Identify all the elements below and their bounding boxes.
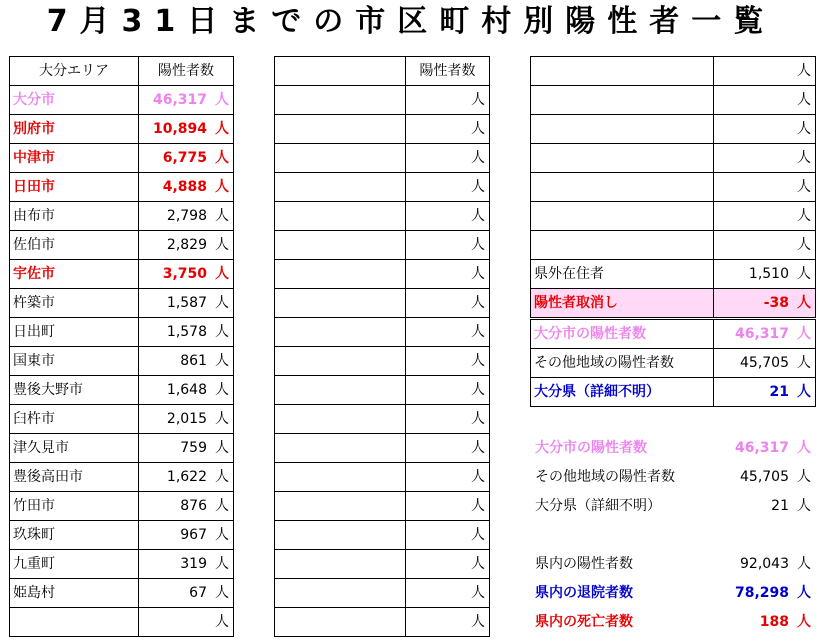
area-count <box>406 260 490 289</box>
area-name <box>275 202 406 231</box>
unit-label: 人 <box>471 382 485 398</box>
area-count <box>714 349 816 378</box>
area-name <box>275 492 406 521</box>
area-name <box>275 289 406 318</box>
summary-label: 大分県（詳細不明） <box>535 498 661 514</box>
area-name: 由布市 <box>10 202 139 231</box>
table-row <box>275 608 490 637</box>
area-name <box>275 115 406 144</box>
area-name: 日出町 <box>10 318 139 347</box>
table-row <box>531 349 816 378</box>
area-count <box>714 378 816 407</box>
area-count <box>139 115 234 144</box>
table-row <box>10 260 234 289</box>
unit-label: 人 <box>471 440 485 456</box>
summary-label: 県内の死亡者数 <box>535 614 633 630</box>
area-count <box>406 115 490 144</box>
table-row <box>10 463 234 492</box>
summary-value: 78,298 <box>734 585 789 601</box>
header-area: 大分エリア <box>10 57 139 86</box>
unit-label: 人 <box>797 556 811 572</box>
summary-label: 県内の陽性者数 <box>535 556 633 572</box>
unit-label: 人 <box>215 324 229 340</box>
count-value: 46,317 <box>152 92 207 108</box>
area-table <box>9 56 234 637</box>
area-name: 杵築市 <box>10 289 139 318</box>
area-count <box>406 231 490 260</box>
table-row <box>531 319 816 349</box>
area-name <box>275 347 406 376</box>
area-count <box>139 347 234 376</box>
area-count <box>139 492 234 521</box>
count-value: 10,894 <box>152 121 207 137</box>
unit-label: 人 <box>215 469 229 485</box>
area-name: 県外在住者 <box>531 260 714 289</box>
summary-value-wrap <box>735 434 811 462</box>
area-count <box>406 289 490 318</box>
area-count <box>406 318 490 347</box>
area-count <box>406 492 490 521</box>
area-count <box>139 405 234 434</box>
area-name <box>275 521 406 550</box>
table-row <box>275 434 490 463</box>
area-count <box>139 521 234 550</box>
table-row <box>531 231 816 260</box>
unit-label: 人 <box>471 614 485 630</box>
area-count <box>406 521 490 550</box>
area-name <box>275 173 406 202</box>
table-row <box>10 202 234 231</box>
unit-label: 人 <box>215 527 229 543</box>
area-name <box>531 173 714 202</box>
count-value: 2,015 <box>166 411 207 427</box>
unit-label: 人 <box>797 208 811 224</box>
table-row <box>10 405 234 434</box>
count-value: 46,317 <box>734 326 789 342</box>
area-name <box>275 376 406 405</box>
table-row <box>10 289 234 318</box>
table-row <box>531 378 816 407</box>
area-count <box>406 202 490 231</box>
unit-label: 人 <box>471 585 485 601</box>
summary-value: 92,043 <box>740 556 789 572</box>
area-count <box>139 260 234 289</box>
unit-label: 人 <box>215 411 229 427</box>
area-name <box>275 579 406 608</box>
unit-label: 人 <box>215 353 229 369</box>
table-row <box>275 521 490 550</box>
unit-label: 人 <box>215 295 229 311</box>
unit-label: 人 <box>215 121 229 137</box>
unit-label: 人 <box>215 150 229 166</box>
table-row <box>275 260 490 289</box>
table-row <box>275 144 490 173</box>
summary-value: 45,705 <box>740 469 789 485</box>
page-title: 7月31日までの市区町村別陽性者一覧 <box>46 4 776 39</box>
area-count <box>714 260 816 289</box>
count-value: 1,587 <box>166 295 207 311</box>
unit-label: 人 <box>797 614 811 630</box>
summary-value: 21 <box>771 498 789 514</box>
summary-label: 大分市の陽性者数 <box>535 440 647 456</box>
summary-value: 188 <box>759 614 789 630</box>
summary-row <box>535 434 811 462</box>
unit-label: 人 <box>215 382 229 398</box>
area-name <box>531 202 714 231</box>
table-row <box>275 347 490 376</box>
area-count <box>139 376 234 405</box>
area-name <box>275 434 406 463</box>
right-table <box>530 56 816 407</box>
area-count <box>139 434 234 463</box>
table-row <box>275 318 490 347</box>
count-value: 1,510 <box>748 266 789 282</box>
unit-label: 人 <box>471 237 485 253</box>
table-row <box>10 521 234 550</box>
unit-label: 人 <box>797 384 811 400</box>
table-row <box>275 202 490 231</box>
area-name <box>531 231 714 260</box>
area-count <box>406 144 490 173</box>
table-row <box>10 347 234 376</box>
area-name: 中津市 <box>10 144 139 173</box>
unit-label: 人 <box>471 266 485 282</box>
count-value: -38 <box>763 295 789 311</box>
area-count <box>406 608 490 637</box>
count-value: 967 <box>180 527 207 543</box>
unit-label: 人 <box>797 585 811 601</box>
table-header-row <box>275 57 490 86</box>
unit-label: 人 <box>797 266 811 282</box>
table-row <box>10 608 234 637</box>
unit-label: 人 <box>797 469 811 485</box>
unit-label: 人 <box>797 121 811 137</box>
area-count <box>139 608 234 637</box>
unit-label: 人 <box>471 92 485 108</box>
table-row <box>10 231 234 260</box>
summary-value-wrap <box>735 579 811 607</box>
count-value: 1,648 <box>166 382 207 398</box>
area-name: 佐伯市 <box>10 231 139 260</box>
count-value: 6,775 <box>162 150 207 166</box>
area-count <box>406 173 490 202</box>
unit-label: 人 <box>471 498 485 514</box>
unit-label: 人 <box>797 326 811 342</box>
area-count <box>714 202 816 231</box>
area-count <box>139 231 234 260</box>
summary-row <box>535 608 811 636</box>
unit-label: 人 <box>215 92 229 108</box>
area-count <box>714 57 816 86</box>
area-name: 大分県（詳細不明） <box>531 378 714 407</box>
table-row <box>275 405 490 434</box>
area-name: 陽性者取消し <box>531 289 714 319</box>
table-row <box>10 115 234 144</box>
unit-label: 人 <box>471 179 485 195</box>
unit-label: 人 <box>797 440 811 456</box>
unit-label: 人 <box>215 440 229 456</box>
summary-value-wrap <box>740 550 811 578</box>
table-row <box>275 173 490 202</box>
table-row <box>10 434 234 463</box>
area-count <box>139 318 234 347</box>
count-value: 2,798 <box>166 208 207 224</box>
unit-label: 人 <box>471 295 485 311</box>
area-count <box>406 405 490 434</box>
summary-row <box>535 463 811 491</box>
area-count <box>139 202 234 231</box>
table-row <box>10 318 234 347</box>
area-count <box>139 173 234 202</box>
unit-label: 人 <box>471 208 485 224</box>
area-count <box>714 173 816 202</box>
table-row <box>531 115 816 144</box>
unit-label: 人 <box>471 353 485 369</box>
area-count <box>714 289 816 319</box>
area-name <box>275 144 406 173</box>
count-value: 861 <box>180 353 207 369</box>
table-row <box>10 550 234 579</box>
count-value: 67 <box>189 585 207 601</box>
area-name: 豊後大野市 <box>10 376 139 405</box>
table-row <box>275 86 490 115</box>
unit-label: 人 <box>471 527 485 543</box>
header-count: 陽性者数 <box>406 57 490 86</box>
area-name: 豊後高田市 <box>10 463 139 492</box>
summary-row <box>535 492 811 520</box>
area-name <box>531 57 714 86</box>
table-row <box>10 376 234 405</box>
table-row <box>10 144 234 173</box>
area-name: 別府市 <box>10 115 139 144</box>
unit-label: 人 <box>797 150 811 166</box>
area-count <box>406 86 490 115</box>
header-area <box>275 57 406 86</box>
unit-label: 人 <box>471 469 485 485</box>
area-name: 玖珠町 <box>10 521 139 550</box>
summary-value: 46,317 <box>734 440 789 456</box>
area-name <box>275 231 406 260</box>
table-row <box>531 260 816 289</box>
unit-label: 人 <box>797 179 811 195</box>
count-value: 21 <box>769 384 789 400</box>
area-count <box>139 289 234 318</box>
area-count <box>406 550 490 579</box>
area-count <box>714 144 816 173</box>
area-count <box>139 550 234 579</box>
unit-label: 人 <box>471 324 485 340</box>
area-count <box>139 144 234 173</box>
area-count <box>406 376 490 405</box>
count-value: 319 <box>180 556 207 572</box>
count-value: 4,888 <box>162 179 207 195</box>
unit-label: 人 <box>215 237 229 253</box>
area-name <box>275 260 406 289</box>
summary-label: その他地域の陽性者数 <box>535 469 675 485</box>
unit-label: 人 <box>215 614 229 630</box>
table-row <box>531 86 816 115</box>
area-name: 大分市の陽性者数 <box>531 319 714 349</box>
area-name: 大分市 <box>10 86 139 115</box>
unit-label: 人 <box>797 498 811 514</box>
area-name <box>275 318 406 347</box>
area-name <box>275 405 406 434</box>
unit-label: 人 <box>471 150 485 166</box>
summary-row <box>535 550 811 578</box>
area-count <box>714 115 816 144</box>
table-row <box>531 202 816 231</box>
table-row <box>10 86 234 115</box>
table-row <box>275 115 490 144</box>
area-name <box>10 608 139 637</box>
unit-label: 人 <box>471 411 485 427</box>
summary-row <box>535 579 811 607</box>
count-value: 3,750 <box>162 266 207 282</box>
area-count <box>406 579 490 608</box>
count-value: 759 <box>180 440 207 456</box>
count-value: 1,622 <box>166 469 207 485</box>
table-row <box>531 144 816 173</box>
area-count <box>139 463 234 492</box>
table-row <box>531 173 816 202</box>
area-name <box>531 144 714 173</box>
header-count: 陽性者数 <box>139 57 234 86</box>
area-name: 九重町 <box>10 550 139 579</box>
area-name <box>275 86 406 115</box>
summary-value-wrap <box>740 463 811 491</box>
area-name: 津久見市 <box>10 434 139 463</box>
area-name <box>531 115 714 144</box>
table-header-row <box>10 57 234 86</box>
table-row <box>10 173 234 202</box>
unit-label: 人 <box>797 92 811 108</box>
area-name <box>531 86 714 115</box>
count-value: 2,829 <box>166 237 207 253</box>
area-name <box>275 463 406 492</box>
area-name: 姫島村 <box>10 579 139 608</box>
count-value: 1,578 <box>166 324 207 340</box>
unit-label: 人 <box>215 208 229 224</box>
area-count <box>714 319 816 349</box>
count-value: 45,705 <box>740 355 789 371</box>
area-name <box>275 608 406 637</box>
table-row <box>10 579 234 608</box>
unit-label: 人 <box>797 295 811 311</box>
table-row <box>10 492 234 521</box>
summary-value-wrap <box>771 492 811 520</box>
table-row <box>275 376 490 405</box>
unit-label: 人 <box>797 237 811 253</box>
unit-label: 人 <box>797 355 811 371</box>
unit-label: 人 <box>215 266 229 282</box>
area-name: その他地域の陽性者数 <box>531 349 714 378</box>
area-name: 国東市 <box>10 347 139 376</box>
area-count <box>406 347 490 376</box>
area-count <box>714 86 816 115</box>
unit-label: 人 <box>215 179 229 195</box>
unit-label: 人 <box>797 63 811 79</box>
unit-label: 人 <box>215 585 229 601</box>
area-count <box>139 579 234 608</box>
area-count <box>406 463 490 492</box>
table-row <box>275 289 490 318</box>
table-row <box>275 579 490 608</box>
table-row <box>275 492 490 521</box>
summary-value-wrap <box>760 608 811 636</box>
summary-label: 県内の退院者数 <box>535 585 633 601</box>
table-row <box>275 463 490 492</box>
table-row <box>531 57 816 86</box>
unit-label: 人 <box>215 498 229 514</box>
unit-label: 人 <box>215 556 229 572</box>
area-name: 宇佐市 <box>10 260 139 289</box>
table-row <box>531 289 816 319</box>
area-count <box>714 231 816 260</box>
area-name <box>275 550 406 579</box>
unit-label: 人 <box>471 121 485 137</box>
area-name: 日田市 <box>10 173 139 202</box>
table-row <box>275 550 490 579</box>
area-count <box>406 434 490 463</box>
table-row <box>275 231 490 260</box>
middle-table <box>274 56 490 637</box>
area-name: 臼杵市 <box>10 405 139 434</box>
area-name: 竹田市 <box>10 492 139 521</box>
count-value: 876 <box>180 498 207 514</box>
unit-label: 人 <box>471 556 485 572</box>
area-count <box>139 86 234 115</box>
